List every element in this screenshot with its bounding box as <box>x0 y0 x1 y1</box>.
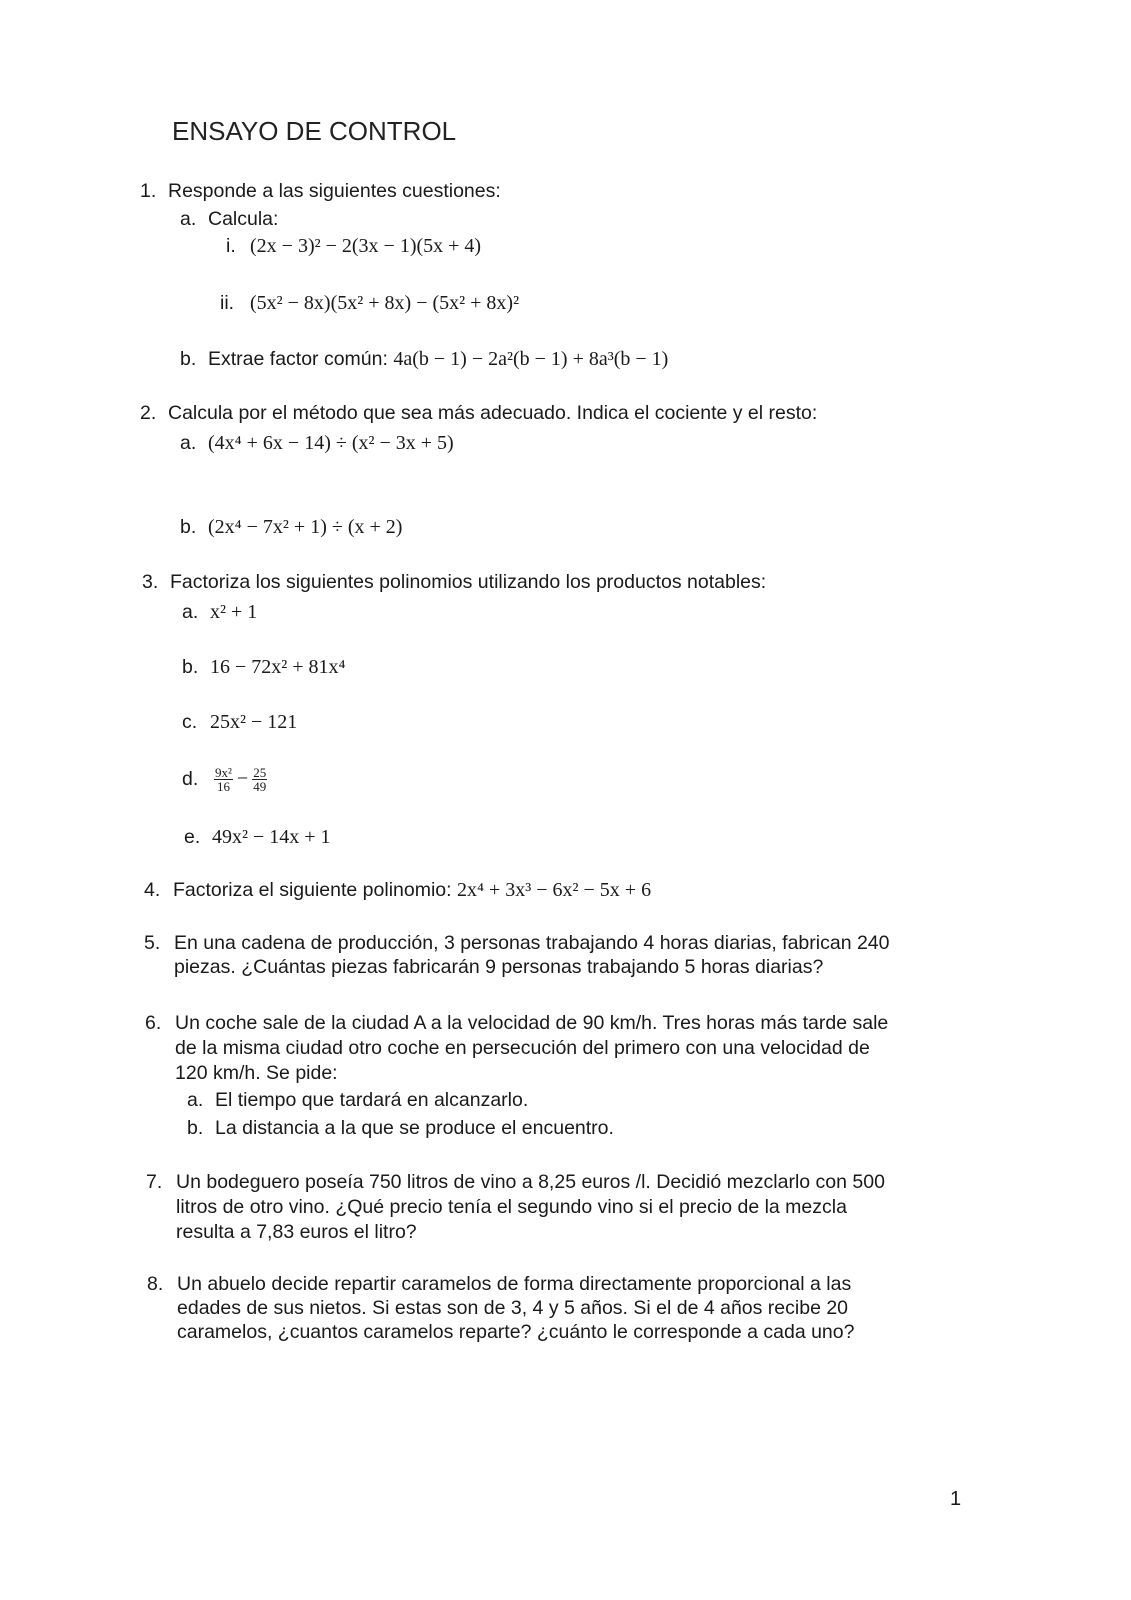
question-2a <box>180 431 454 455</box>
question-3 <box>142 570 766 594</box>
item-text: El tiempo que tardará en alcanzarlo. <box>215 1089 529 1111</box>
question-6a <box>187 1088 528 1112</box>
question-1 <box>140 179 501 203</box>
question-text-line: caramelos, ¿cuantos caramelos reparte? ¿cuánto le corresponde a cada uno? <box>177 1321 855 1343</box>
item-letter: e. <box>184 826 201 848</box>
question-3d <box>182 766 271 793</box>
question-text-line: 120 km/h. Se pide: <box>175 1062 338 1084</box>
fraction <box>214 766 233 793</box>
operator: − <box>236 767 249 790</box>
question-1a <box>180 207 278 231</box>
question-number: 7. <box>146 1171 163 1193</box>
math-expression: 4a(b − 1) − 2a²(b − 1) + 8a³(b − 1) <box>393 348 669 370</box>
math-expression: 16 − 72x² + 81x⁴ <box>210 656 346 678</box>
numerator: 25 <box>253 765 267 780</box>
item-letter: b. <box>180 348 197 370</box>
math-expression: 49x² − 14x + 1 <box>212 826 331 848</box>
question-number: 5. <box>144 932 161 954</box>
item-letter: b. <box>180 516 197 538</box>
item-letter: c. <box>182 711 198 733</box>
question-2 <box>140 401 817 425</box>
math-expression: 25x² − 121 <box>210 711 298 733</box>
question-text: Factoriza el siguiente polinomio: <box>173 879 452 901</box>
question-text-line: Un bodeguero poseía 750 litros de vino a 8,25 euros /l. Decidió mezclarlo con 500 <box>176 1171 885 1193</box>
item-letter: a. <box>180 208 197 230</box>
item-roman: ii. <box>220 292 235 314</box>
question-text-line: resulta a 7,83 euros el litro? <box>176 1221 417 1243</box>
question-3a <box>182 600 257 624</box>
question-text: Factoriza los siguientes polinomios utilizando los productos notables: <box>170 571 767 593</box>
math-expression: (2x⁴ − 7x² + 1) ÷ (x + 2) <box>208 516 403 538</box>
math-expression: x² + 1 <box>210 601 258 623</box>
item-letter: b. <box>182 656 199 678</box>
item-text: La distancia a la que se produce el encuentro. <box>215 1117 614 1139</box>
question-6b <box>187 1116 614 1140</box>
page-number: 1 <box>950 1488 962 1510</box>
question-1a-i <box>226 234 481 258</box>
question-text-line: Un coche sale de la ciudad A a la velocidad de 90 km/h. Tres horas más tarde sale <box>175 1012 889 1034</box>
denominator: 16 <box>216 779 230 794</box>
question-2b <box>180 515 402 539</box>
numerator: 9x² <box>215 765 232 780</box>
math-expression: (2x − 3)² − 2(3x − 1)(5x + 4) <box>250 235 482 257</box>
question-3c <box>182 710 297 734</box>
question-1b <box>180 347 668 371</box>
question-text-line: Un abuelo decide repartir caramelos de forma directamente proporcional a las <box>177 1273 852 1295</box>
question-number: 6. <box>145 1012 162 1034</box>
question-7 <box>146 1170 885 1245</box>
question-number: 4. <box>144 879 161 901</box>
question-number: 8. <box>147 1273 164 1295</box>
question-text-line: de la misma ciudad otro coche en persecución del primero con una velocidad de <box>175 1037 870 1059</box>
item-letter: a. <box>182 601 199 623</box>
question-number: 3. <box>142 571 159 593</box>
item-letter: d. <box>182 767 199 790</box>
question-text: Responde a las siguientes cuestiones: <box>168 180 501 202</box>
question-6 <box>145 1011 888 1086</box>
document-title: ENSAYO DE CONTROL <box>172 116 457 146</box>
item-text: Calcula: <box>208 208 279 230</box>
question-number: 1. <box>140 180 157 202</box>
question-3b <box>182 655 346 679</box>
item-letter: a. <box>187 1089 204 1111</box>
question-text-line: edades de sus nietos. Si estas son de 3, 4 y 5 años. Si el de 4 años recibe 20 <box>177 1297 849 1319</box>
denominator: 49 <box>253 779 267 794</box>
question-8 <box>147 1272 854 1344</box>
item-text: Extrae factor común: <box>208 348 388 370</box>
question-text-line: En una cadena de producción, 3 personas trabajando 4 horas diarias, fabrican 240 <box>174 932 890 954</box>
question-text-line: piezas. ¿Cuántas piezas fabricarán 9 personas trabajando 5 horas diarias? <box>174 956 824 978</box>
question-text: Calcula por el método que sea más adecuado. Indica el cociente y el resto: <box>168 402 818 424</box>
item-letter: b. <box>187 1117 204 1139</box>
question-1a-ii <box>220 291 519 315</box>
item-letter: a. <box>180 432 197 454</box>
fraction <box>252 766 267 793</box>
question-4 <box>144 878 651 902</box>
question-3e <box>184 825 331 849</box>
question-5 <box>144 931 890 979</box>
math-expression: (4x⁴ + 6x − 14) ÷ (x² − 3x + 5) <box>208 432 454 454</box>
math-expression: 2x⁴ + 3x³ − 6x² − 5x + 6 <box>456 879 652 901</box>
question-number: 2. <box>140 402 157 424</box>
item-roman: i. <box>226 235 236 257</box>
question-text-line: litros de otro vino. ¿Qué precio tenía el segundo vino si el precio de la mezcla <box>176 1196 847 1218</box>
math-expression: (5x² − 8x)(5x² + 8x) − (5x² + 8x)² <box>250 292 520 314</box>
